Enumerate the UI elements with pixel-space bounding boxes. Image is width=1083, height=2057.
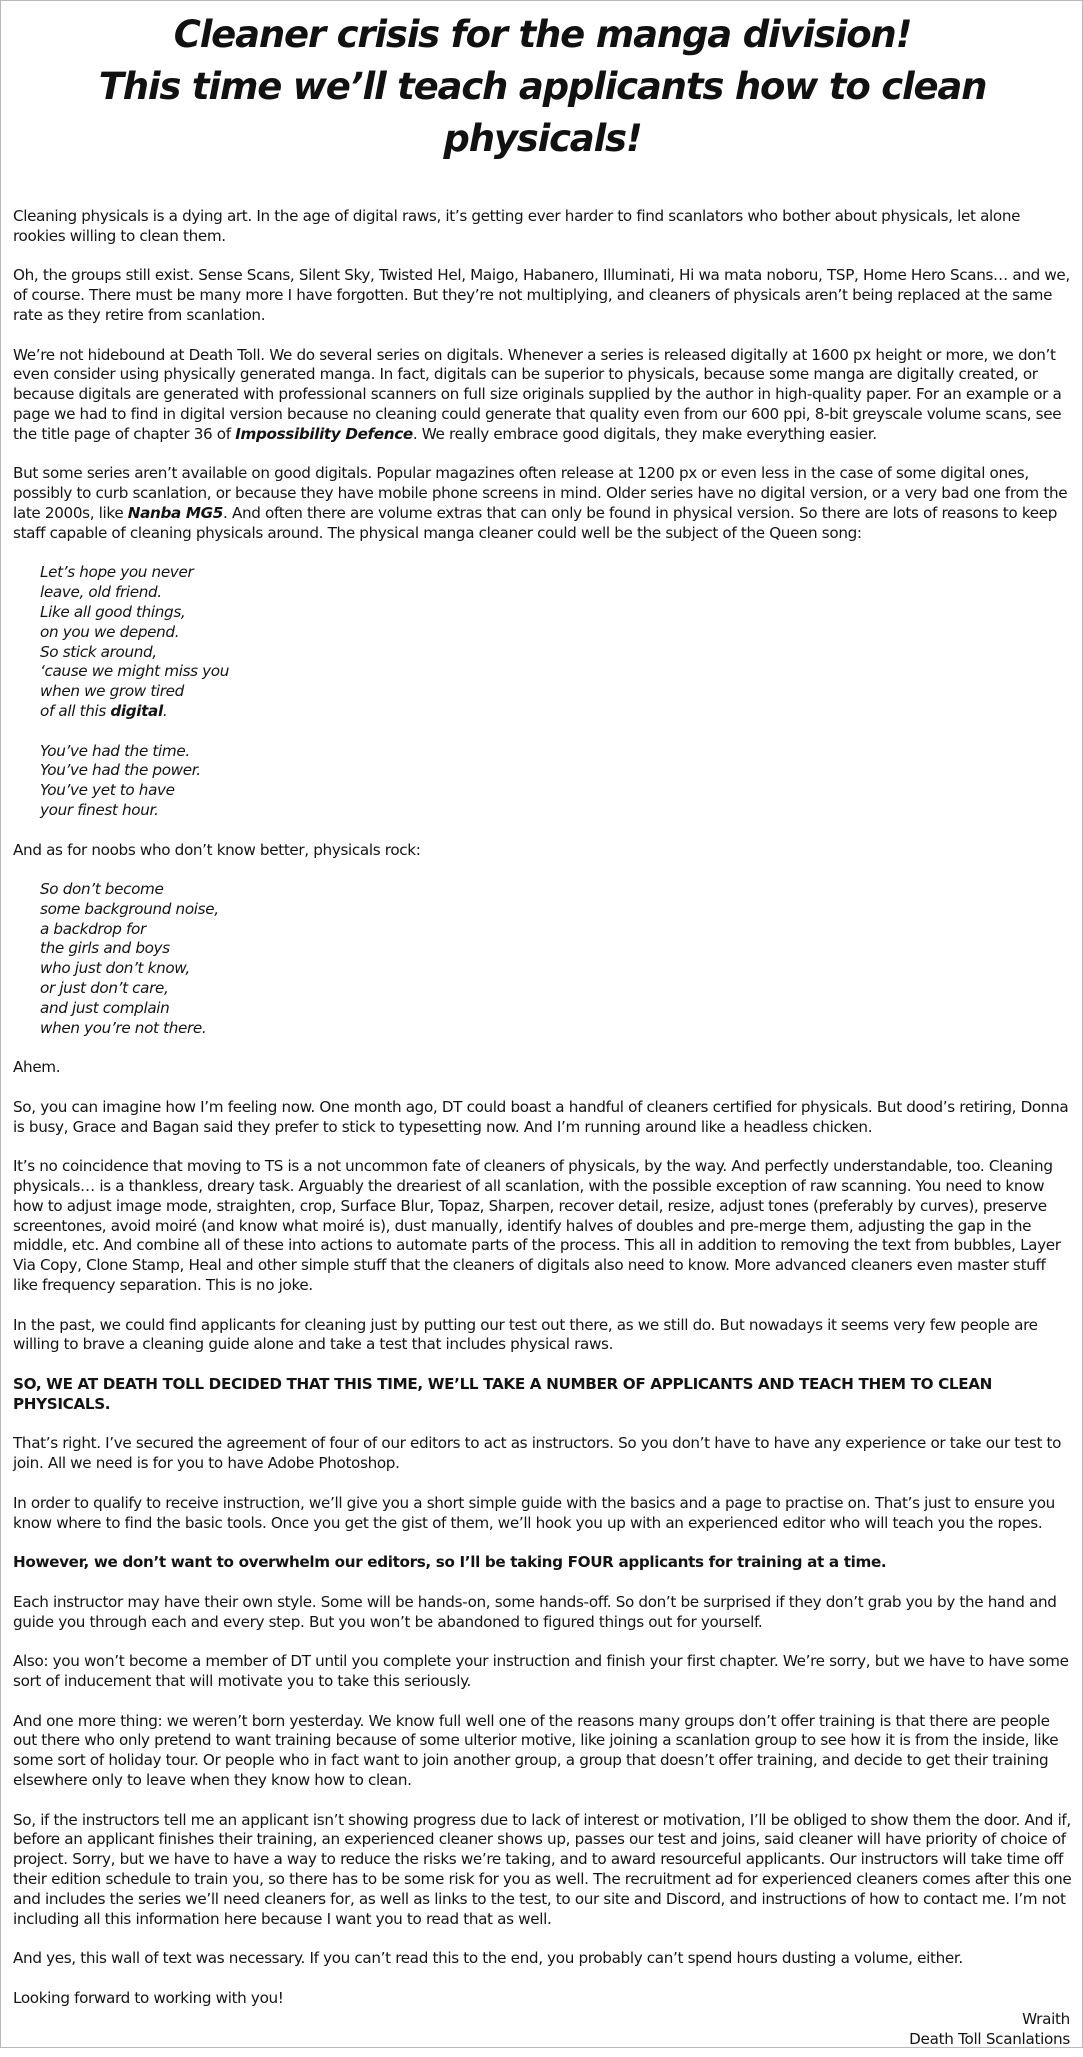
- paragraph: So, if the instructors tell me an applicant isn’t showing progress due to lack of interest or motivation, I’ll be obliged to show them the door. And if, before an applicant finishes their training, an experienced cleaner shows up, passes our test and joins, said cleaner will have priority of choice of project. Sorry, but we have to have a way to reduce the risks we’re taking, and to award resourceful applicants. Our instructors will take time off their edition schedule to train you, so there has to be some risk for you as well. The recruitment ad for experienced cleaners comes after this one and includes the series we’ll need cleaners for, as well as links to the test, to our site and Discord, and instructions of how to contact me. I’m not including all this information here because I want you to read that as well.: [13, 1810, 1072, 1928]
- paragraph: Oh, the groups still exist. Sense Scans, Silent Sky, Twisted Hel, Maigo, Habanero, Illuminati, Hi wa mata noboru, TSP, Home Hero Scans… and we, of course. There must be many more I have forgotten. But they’re not multiplying, and cleaners of physicals aren’t being replaced at the same rate as they retire from scanlation.: [13, 266, 1070, 324]
- series-title-impossibility-defence: Impossibility Defence: [235, 424, 413, 443]
- paragraph: So, you can imagine how I’m feeling now. One month ago, DT could boast a handful of cleaners certified for physicals. But dood’s retiring, Donna is busy, Grace and Bagan said they prefer to stick to typesetting now. And I’m running around like a headless chicken.: [13, 1097, 1069, 1136]
- emphasized-word: digital: [110, 701, 163, 720]
- song-verse-1: Let’s hope you never leave, old friend. Like all good things, on you we depend. So stick around, ‘cause we might miss you when we grow tired of all this digital. You’ve had the time. You’ve had the power. You’ve yet to have your finest hour.: [40, 563, 230, 819]
- paragraph: In order to qualify to receive instruction, we’ll give you a short simple guide with the basics and a page to practise on. That’s just to ensure you know where to find the basic tools. Once you get the gist of them, we’ll hook you up with an experienced editor who will teach you the ropes.: [13, 1493, 1055, 1532]
- paragraph: In the past, we could find applicants for cleaning just by putting our test out there, as we still do. But nowadays it seems very few people are willing to brave a cleaning guide alone and take a test that includes physical raws.: [13, 1315, 1038, 1354]
- page-title: [13, 9, 1072, 165]
- paragraph: Each instructor may have their own style. Some will be hands-on, some hands-off. So don’t be surprised if they don’t grab you by the hand and guide you through each and every step. But you won’t be abandoned to figured things out for yourself.: [13, 1592, 1057, 1631]
- notice-paragraph: However, we don’t want to overwhelm our editors, so I’ll be taking FOUR applicants for training at a time.: [13, 1553, 887, 1572]
- song-verse-2: So don’t become some background noise, a backdrop for the girls and boys who just don’t know, or just don’t care, and just complain when you’re not there.: [40, 880, 219, 1037]
- paragraph: We’re not hidebound at Death Toll. We do several series on digitals. Whenever a series is released digitally at 1600 px height or more, we don’t even consider using physically generated manga. In fact, digitals can be superior to physicals, because some manga are digitally created, or because digitals are generated with professional scanners on full size originals supplied by the author in high-quality paper. For an example or a page we had to find in digital version because no cleaning could generate that quality even from our 600 ppi, 8-bit greyscale volume scans, see the title page of chapter 36 of Impossibility Defence. We really embrace good digitals, they make everything easier.: [13, 345, 1062, 443]
- document-page: [1, 9, 1083, 2057]
- paragraph: That’s right. I’ve secured the agreement of four of our editors to act as instructors. So you don’t have to have any experience or take our test to join. All we need is for you to have Adobe Photoshop.: [13, 1434, 1062, 1473]
- paragraph: Also: you won’t become a member of DT until you complete your instruction and finish your first chapter. We’re sorry, but we have to have some sort of inducement that will motivate you to take this seriously.: [13, 1652, 1069, 1690]
- paragraph: And yes, this wall of text was necessary. If you can’t read this to the end, you probably can’t spend hours dusting a volume, either.: [13, 1949, 963, 1968]
- signature-block: [909, 2009, 1070, 2049]
- announcement-paragraph: SO, WE AT DEATH TOLL DECIDED THAT THIS TIME, WE’LL TAKE A NUMBER OF APPLICANTS AND TEACH THEM TO CLEAN PHYSICALS.: [13, 1375, 992, 1413]
- paragraph: It’s no coincidence that moving to TS is a not uncommon fate of cleaners of physicals, by the way. And perfectly understandable, too. Cleaning physicals… is a thankless, dreary task. Arguably the dreariest of all scanlation, with the possible exception of raw scanning. You need to know how to adjust image mode, straighten, crop, Surface Blur, Topaz, Sharpen, recover detail, resize, adjust tones (preferably by curves), preserve screentones, avoid moiré (and know what moiré is), dust manually, identify halves of doubles and pre-merge them, adjusting the gap in the middle, etc. And combine all of these into actions to automate parts of the process. This all in addition to removing the text from bubbles, Layer Via Copy, Clone Stamp, Heal and other simple stuff that the cleaners of digitals also need to know. More advanced cleaners even master stuff like frequency separation. This is no joke.: [13, 1157, 1061, 1295]
- signature-name: Wraith: [1022, 2010, 1070, 2028]
- article-body: [13, 207, 1072, 2009]
- paragraph: And as for noobs who don’t know better, physicals rock:: [13, 840, 421, 859]
- series-title-nanba-mg5: Nanba MG5: [127, 503, 223, 522]
- paragraph: But some series aren’t available on good digitals. Popular magazines often release at 1200 px or even less in the case of some digital ones, possibly to curb scanlation, or because they have mobile phone screens in mind. Older series have no digital version, or a very bad one from the late 2000s, like Nanba MG5. And often there are volume extras that can only be found in physical version. So there are lots of reasons to keep staff capable of cleaning physicals around. The physical manga cleaner could well be the subject of the Queen song:: [13, 464, 1068, 542]
- paragraph: And one more thing: we weren’t born yesterday. We know full well one of the reasons many groups don’t offer training is that there are people out there who only pretend to want training because of some ulterior motive, like joining a scanlation group to see how it is from the inside, like some sort of holiday tour. Or people who in fact want to join another group, a group that doesn’t offer training, and decide to get their training elsewhere only to leave when they know how to clean.: [13, 1711, 1059, 1789]
- closing-paragraph: Looking forward to working with you!: [13, 1988, 284, 2007]
- paragraph: Cleaning physicals is a dying art. In the age of digital raws, it’s getting ever harder to find scanlators who bother about physicals, let alone rookies willing to clean them.: [13, 207, 1021, 245]
- title-line-1: Cleaner crisis for the manga division!: [173, 13, 912, 56]
- title-line-2: This time we’ll teach applicants how to clean physicals!: [98, 65, 987, 160]
- paragraph: Ahem.: [13, 1058, 61, 1077]
- signature-group: Death Toll Scanlations: [909, 2030, 1070, 2048]
